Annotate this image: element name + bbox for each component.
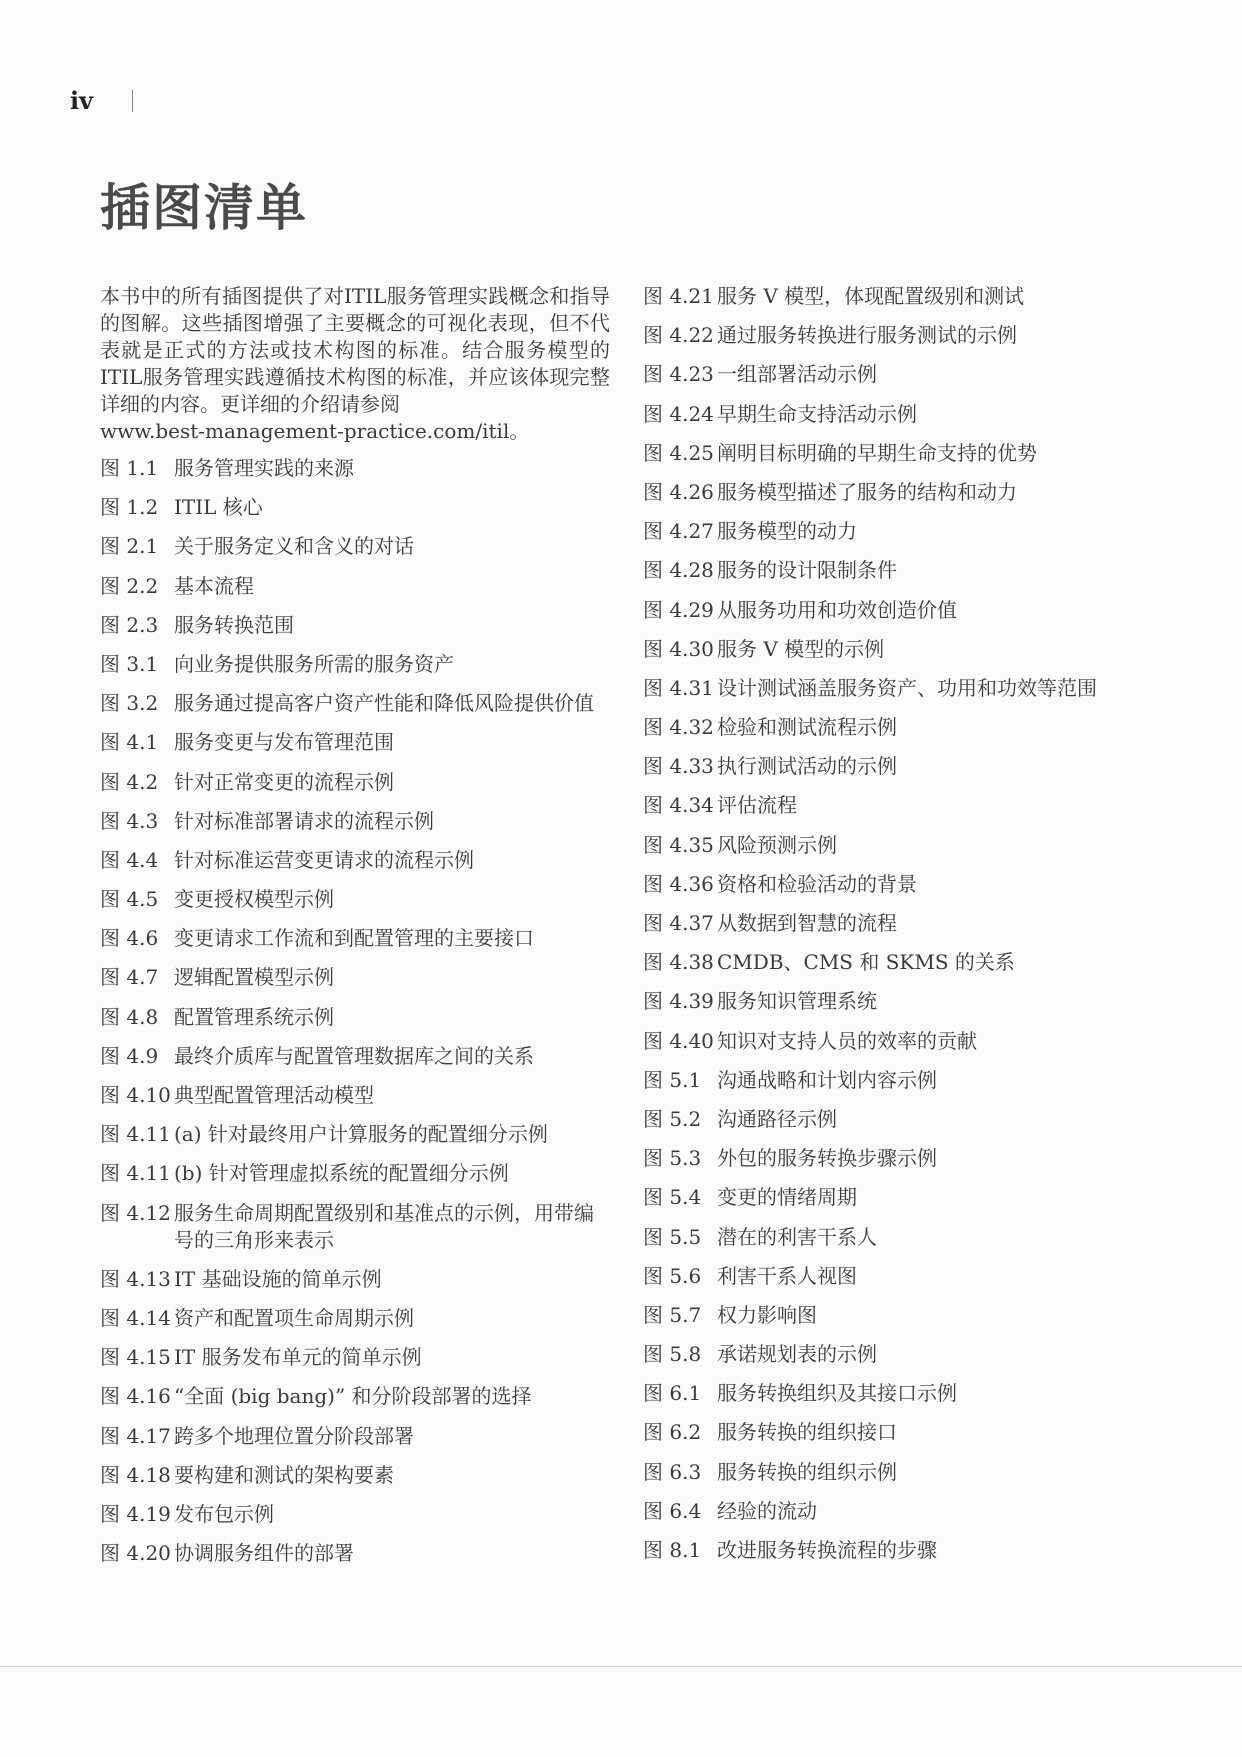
- figure-list-item: [100, 1043, 610, 1070]
- figure-title: 服务生命周期配置级别和基准点的示例，用带编号的三角形来表示: [174, 1200, 594, 1252]
- figure-title: 服务转换范围: [174, 612, 294, 637]
- figure-title: 针对标准运营变更请求的流程示例: [174, 847, 474, 872]
- figure-number: 图 4.4: [100, 847, 159, 872]
- figure-list-item: [643, 1145, 1203, 1172]
- figure-title: 协调服务组件的部署: [174, 1541, 354, 1566]
- figure-list-item: [100, 1160, 610, 1187]
- figure-title: 权力影响图: [717, 1302, 817, 1327]
- figure-list-item: [643, 1067, 1203, 1094]
- figure-title: 变更请求工作流和到配置管理的主要接口: [174, 926, 534, 951]
- page-title: 插图清单: [100, 178, 308, 237]
- figure-number: 图 4.14: [100, 1305, 171, 1330]
- figure-list-item: [643, 479, 1203, 506]
- figure-list-item: [643, 714, 1203, 741]
- figure-title: 资产和配置项生命周期示例: [174, 1305, 414, 1330]
- figure-title: ITIL 核心: [174, 495, 263, 520]
- figure-title: CMDB、CMS 和 SKMS 的关系: [717, 950, 1015, 975]
- figure-title: 服务变更与发布管理范围: [174, 730, 394, 755]
- figure-title: 执行测试活动的示例: [717, 754, 897, 779]
- figure-number: 图 4.28: [643, 558, 714, 583]
- figure-number: 图 5.2: [643, 1106, 702, 1131]
- header-divider: [132, 90, 133, 112]
- figure-title: 检验和测试流程示例: [717, 715, 897, 740]
- figure-number: 图 4.32: [643, 715, 714, 740]
- figure-number: 图 2.3: [100, 612, 159, 637]
- figure-title: 基本流程: [174, 573, 254, 598]
- figure-list-item: [643, 636, 1203, 663]
- figure-list-item: [100, 1200, 610, 1254]
- figure-number: 图 4.29: [643, 597, 714, 622]
- figure-list-item: [643, 1419, 1203, 1446]
- figure-number: 图 3.1: [100, 651, 159, 676]
- figure-list-item: [100, 1004, 610, 1031]
- figure-number: 图 4.31: [643, 675, 714, 700]
- figure-number: 图 4.12: [100, 1200, 171, 1225]
- figure-title: 服务 V 模型的示例: [717, 636, 885, 661]
- figure-list-item: [643, 1106, 1203, 1133]
- figure-list-item: [643, 1537, 1203, 1564]
- page-number: iv: [70, 86, 94, 115]
- figure-title: (a) 针对最终用户计算服务的配置细分示例: [174, 1122, 548, 1147]
- figure-number: 图 5.6: [643, 1263, 702, 1288]
- figure-list-item: [643, 1263, 1203, 1290]
- figure-number: 图 4.30: [643, 636, 714, 661]
- intro-url: www.best-management-practice.com/itil。: [100, 419, 530, 443]
- figure-list-item: [100, 729, 610, 756]
- figure-number: 图 4.6: [100, 926, 159, 951]
- figure-list-item: [100, 651, 610, 678]
- figure-list-item: [643, 1028, 1203, 1055]
- figure-title: 针对正常变更的流程示例: [174, 769, 394, 794]
- figure-title: 要构建和测试的架构要素: [174, 1462, 394, 1487]
- figure-list-item: [100, 886, 610, 913]
- figure-list-item: [643, 1498, 1203, 1525]
- figure-number: 图 5.3: [643, 1146, 702, 1171]
- figure-list-item: [100, 847, 610, 874]
- figure-title: 利害干系人视图: [717, 1263, 857, 1288]
- figure-number: 图 4.17: [100, 1423, 171, 1448]
- right-column: [643, 283, 1203, 1576]
- figure-title: 一组部署活动示例: [717, 362, 877, 387]
- figure-title: 经验的流动: [717, 1498, 817, 1523]
- figure-number: 图 4.2: [100, 769, 159, 794]
- figure-list-item: [643, 1224, 1203, 1251]
- figure-number: 图 4.33: [643, 754, 714, 779]
- figure-list-right: [643, 283, 1203, 1564]
- figure-title: 承诺规划表的示例: [717, 1342, 877, 1367]
- figure-list-item: [643, 361, 1203, 388]
- figure-list-item: [643, 597, 1203, 624]
- figure-title: 针对标准部署请求的流程示例: [174, 808, 434, 833]
- figure-title: 服务模型描述了服务的结构和动力: [717, 479, 1017, 504]
- figure-list-item: [100, 573, 610, 600]
- figure-title: 阐明目标明确的早期生命支持的优势: [717, 440, 1037, 465]
- figure-title: 通过服务转换进行服务测试的示例: [717, 323, 1017, 348]
- figure-title: 逻辑配置模型示例: [174, 965, 334, 990]
- figure-title: 服务的设计限制条件: [717, 558, 897, 583]
- intro-paragraph: [100, 283, 610, 445]
- figure-list-item: [643, 753, 1203, 780]
- figure-number: 图 4.7: [100, 965, 159, 990]
- figure-number: 图 4.13: [100, 1266, 171, 1291]
- figure-title: 潜在的利害干系人: [717, 1224, 877, 1249]
- figure-number: 图 6.3: [643, 1459, 702, 1484]
- figure-title: 从数据到智慧的流程: [717, 911, 897, 935]
- left-column: [100, 283, 610, 1579]
- figure-title: 改进服务转换流程的步骤: [717, 1538, 937, 1562]
- figure-list-item: [643, 401, 1203, 428]
- figure-list-item: [643, 518, 1203, 545]
- figure-number: 图 3.2: [100, 691, 159, 716]
- figure-list-item: [100, 1344, 610, 1371]
- figure-list-item: [100, 1121, 610, 1148]
- figure-title: 向业务提供服务所需的服务资产: [174, 651, 454, 676]
- figure-number: 图 6.2: [643, 1420, 702, 1445]
- figure-number: 图 4.38: [643, 950, 714, 975]
- figure-number: 图 4.27: [643, 519, 714, 544]
- figure-number: 图 4.21: [643, 284, 714, 308]
- figure-number: 图 4.18: [100, 1462, 171, 1487]
- figure-title: “全面 (big bang)” 和分阶段部署的选择: [174, 1384, 532, 1409]
- figure-title: 发布包示例: [174, 1501, 274, 1526]
- figure-title: 跨多个地理位置分阶段部署: [174, 1423, 414, 1448]
- figure-number: 图 4.11: [100, 1122, 171, 1147]
- figure-list-item: [100, 455, 610, 482]
- figure-number: 图 4.9: [100, 1043, 159, 1068]
- figure-number: 图 4.26: [643, 479, 714, 504]
- figure-number: 图 4.40: [643, 1028, 714, 1053]
- figure-title: 最终介质库与配置管理数据库之间的关系: [174, 1043, 534, 1068]
- figure-list-left: [100, 455, 610, 1567]
- bottom-rule: [0, 1666, 1242, 1667]
- figure-list-item: [643, 988, 1203, 1015]
- figure-number: 图 1.1: [100, 456, 159, 480]
- figure-title: 典型配置管理活动模型: [174, 1083, 374, 1107]
- figure-number: 图 5.1: [643, 1067, 702, 1092]
- figure-list-item: [100, 925, 610, 952]
- figure-list-item: [100, 1266, 610, 1293]
- figure-title: 沟通路径示例: [717, 1106, 837, 1131]
- figure-number: 图 2.1: [100, 534, 159, 559]
- figure-title: 外包的服务转换步骤示例: [717, 1146, 937, 1171]
- figure-list-item: [100, 964, 610, 991]
- figure-number: 图 4.11: [100, 1161, 171, 1186]
- figure-list-item: [100, 1540, 610, 1567]
- figure-title: 资格和检验活动的背景: [717, 871, 917, 896]
- figure-list-item: [100, 1501, 610, 1528]
- figure-title: IT 基础设施的简单示例: [174, 1266, 382, 1291]
- figure-title: 从服务功用和功效创造价值: [717, 597, 957, 622]
- figure-number: 图 4.5: [100, 887, 159, 912]
- figure-number: 图 4.16: [100, 1384, 171, 1409]
- figure-title: 服务转换的组织示例: [717, 1459, 897, 1484]
- figure-list-item: [100, 769, 610, 796]
- figure-list-item: [643, 1341, 1203, 1368]
- figure-list-item: [100, 612, 610, 639]
- figure-title: 沟通战略和计划内容示例: [717, 1067, 937, 1092]
- figure-title: 服务模型的动力: [717, 519, 857, 544]
- figure-title: 服务知识管理系统: [717, 989, 877, 1014]
- figure-list-item: [100, 494, 610, 521]
- figure-list-item: [643, 1380, 1203, 1407]
- figure-list-item: [643, 557, 1203, 584]
- figure-list-item: [643, 871, 1203, 898]
- figure-title: 变更的情绪周期: [717, 1185, 857, 1210]
- figure-list-item: [643, 1302, 1203, 1329]
- figure-list-item: [643, 1184, 1203, 1211]
- figure-title: (b) 针对管理虚拟系统的配置细分示例: [174, 1161, 509, 1186]
- figure-number: 图 4.8: [100, 1004, 159, 1029]
- figure-number: 图 1.2: [100, 495, 159, 520]
- figure-list-item: [643, 949, 1203, 976]
- figure-number: 图 5.7: [643, 1302, 702, 1327]
- figure-number: 图 4.1: [100, 730, 159, 755]
- figure-list-item: [100, 1383, 610, 1410]
- figure-number: 图 4.3: [100, 808, 159, 833]
- figure-title: 服务 V 模型，体现配置级别和测试: [717, 284, 1025, 308]
- figure-number: 图 4.20: [100, 1541, 171, 1566]
- figure-title: 服务转换的组织接口: [717, 1420, 897, 1445]
- figure-list-item: [100, 1082, 610, 1109]
- figure-list-item: [100, 1462, 610, 1489]
- figure-number: 图 5.4: [643, 1185, 702, 1210]
- figure-number: 图 4.10: [100, 1083, 171, 1107]
- figure-title: 关于服务定义和含义的对话: [174, 534, 414, 559]
- figure-number: 图 4.25: [643, 440, 714, 465]
- figure-title: 设计测试涵盖服务资产、功用和功效等范围: [717, 675, 1097, 700]
- figure-number: 图 4.15: [100, 1345, 171, 1370]
- figure-title: 服务转换组织及其接口示例: [717, 1381, 957, 1406]
- figure-list-item: [643, 675, 1203, 702]
- figure-number: 图 5.8: [643, 1342, 702, 1367]
- figure-number: 图 4.34: [643, 793, 714, 818]
- figure-title: 服务管理实践的来源: [174, 456, 354, 480]
- figure-number: 图 2.2: [100, 573, 159, 598]
- figure-number: 图 4.36: [643, 871, 714, 896]
- figure-list-item: [643, 440, 1203, 467]
- figure-title: 配置管理系统示例: [174, 1004, 334, 1029]
- figure-number: 图 5.5: [643, 1224, 702, 1249]
- figure-number: 图 4.22: [643, 323, 714, 348]
- figure-number: 图 4.23: [643, 362, 714, 387]
- figure-title: 风险预测示例: [717, 832, 837, 857]
- figure-list-item: [643, 910, 1203, 937]
- figure-number: 图 8.1: [643, 1538, 702, 1562]
- figure-list-item: [100, 533, 610, 560]
- figure-number: 图 6.4: [643, 1498, 702, 1523]
- figure-number: 图 4.37: [643, 911, 714, 935]
- figure-number: 图 4.35: [643, 832, 714, 857]
- figure-title: 评估流程: [717, 793, 797, 818]
- figure-list-item: [100, 1305, 610, 1332]
- figure-list-item: [100, 690, 610, 717]
- figure-number: 图 4.24: [643, 401, 714, 426]
- intro-text: 本书中的所有插图提供了对ITIL服务管理实践概念和指导的图解。这些插图增强了主要概念的可视化表现，但不代表就是正式的方法或技术构图的标准。结合服务模型的ITIL服务管理实践遵循技术构图的标准，并应该体现完整详细的内容。更详细的介绍请参阅: [100, 284, 610, 416]
- figure-list-item: [643, 283, 1203, 310]
- figure-title: 早期生命支持活动示例: [717, 401, 917, 426]
- figure-title: 服务通过提高客户资产性能和降低风险提供价值: [174, 691, 594, 716]
- figure-number: 图 4.39: [643, 989, 714, 1014]
- figure-list-item: [643, 1459, 1203, 1486]
- figure-number: 图 4.19: [100, 1501, 171, 1526]
- figure-title: 变更授权模型示例: [174, 887, 334, 912]
- figure-list-item: [643, 832, 1203, 859]
- figure-list-item: [643, 792, 1203, 819]
- figure-list-item: [100, 1423, 610, 1450]
- figure-title: IT 服务发布单元的简单示例: [174, 1345, 422, 1370]
- figure-list-item: [100, 808, 610, 835]
- figure-number: 图 6.1: [643, 1381, 702, 1406]
- figure-title: 知识对支持人员的效率的贡献: [717, 1028, 977, 1053]
- figure-list-item: [643, 322, 1203, 349]
